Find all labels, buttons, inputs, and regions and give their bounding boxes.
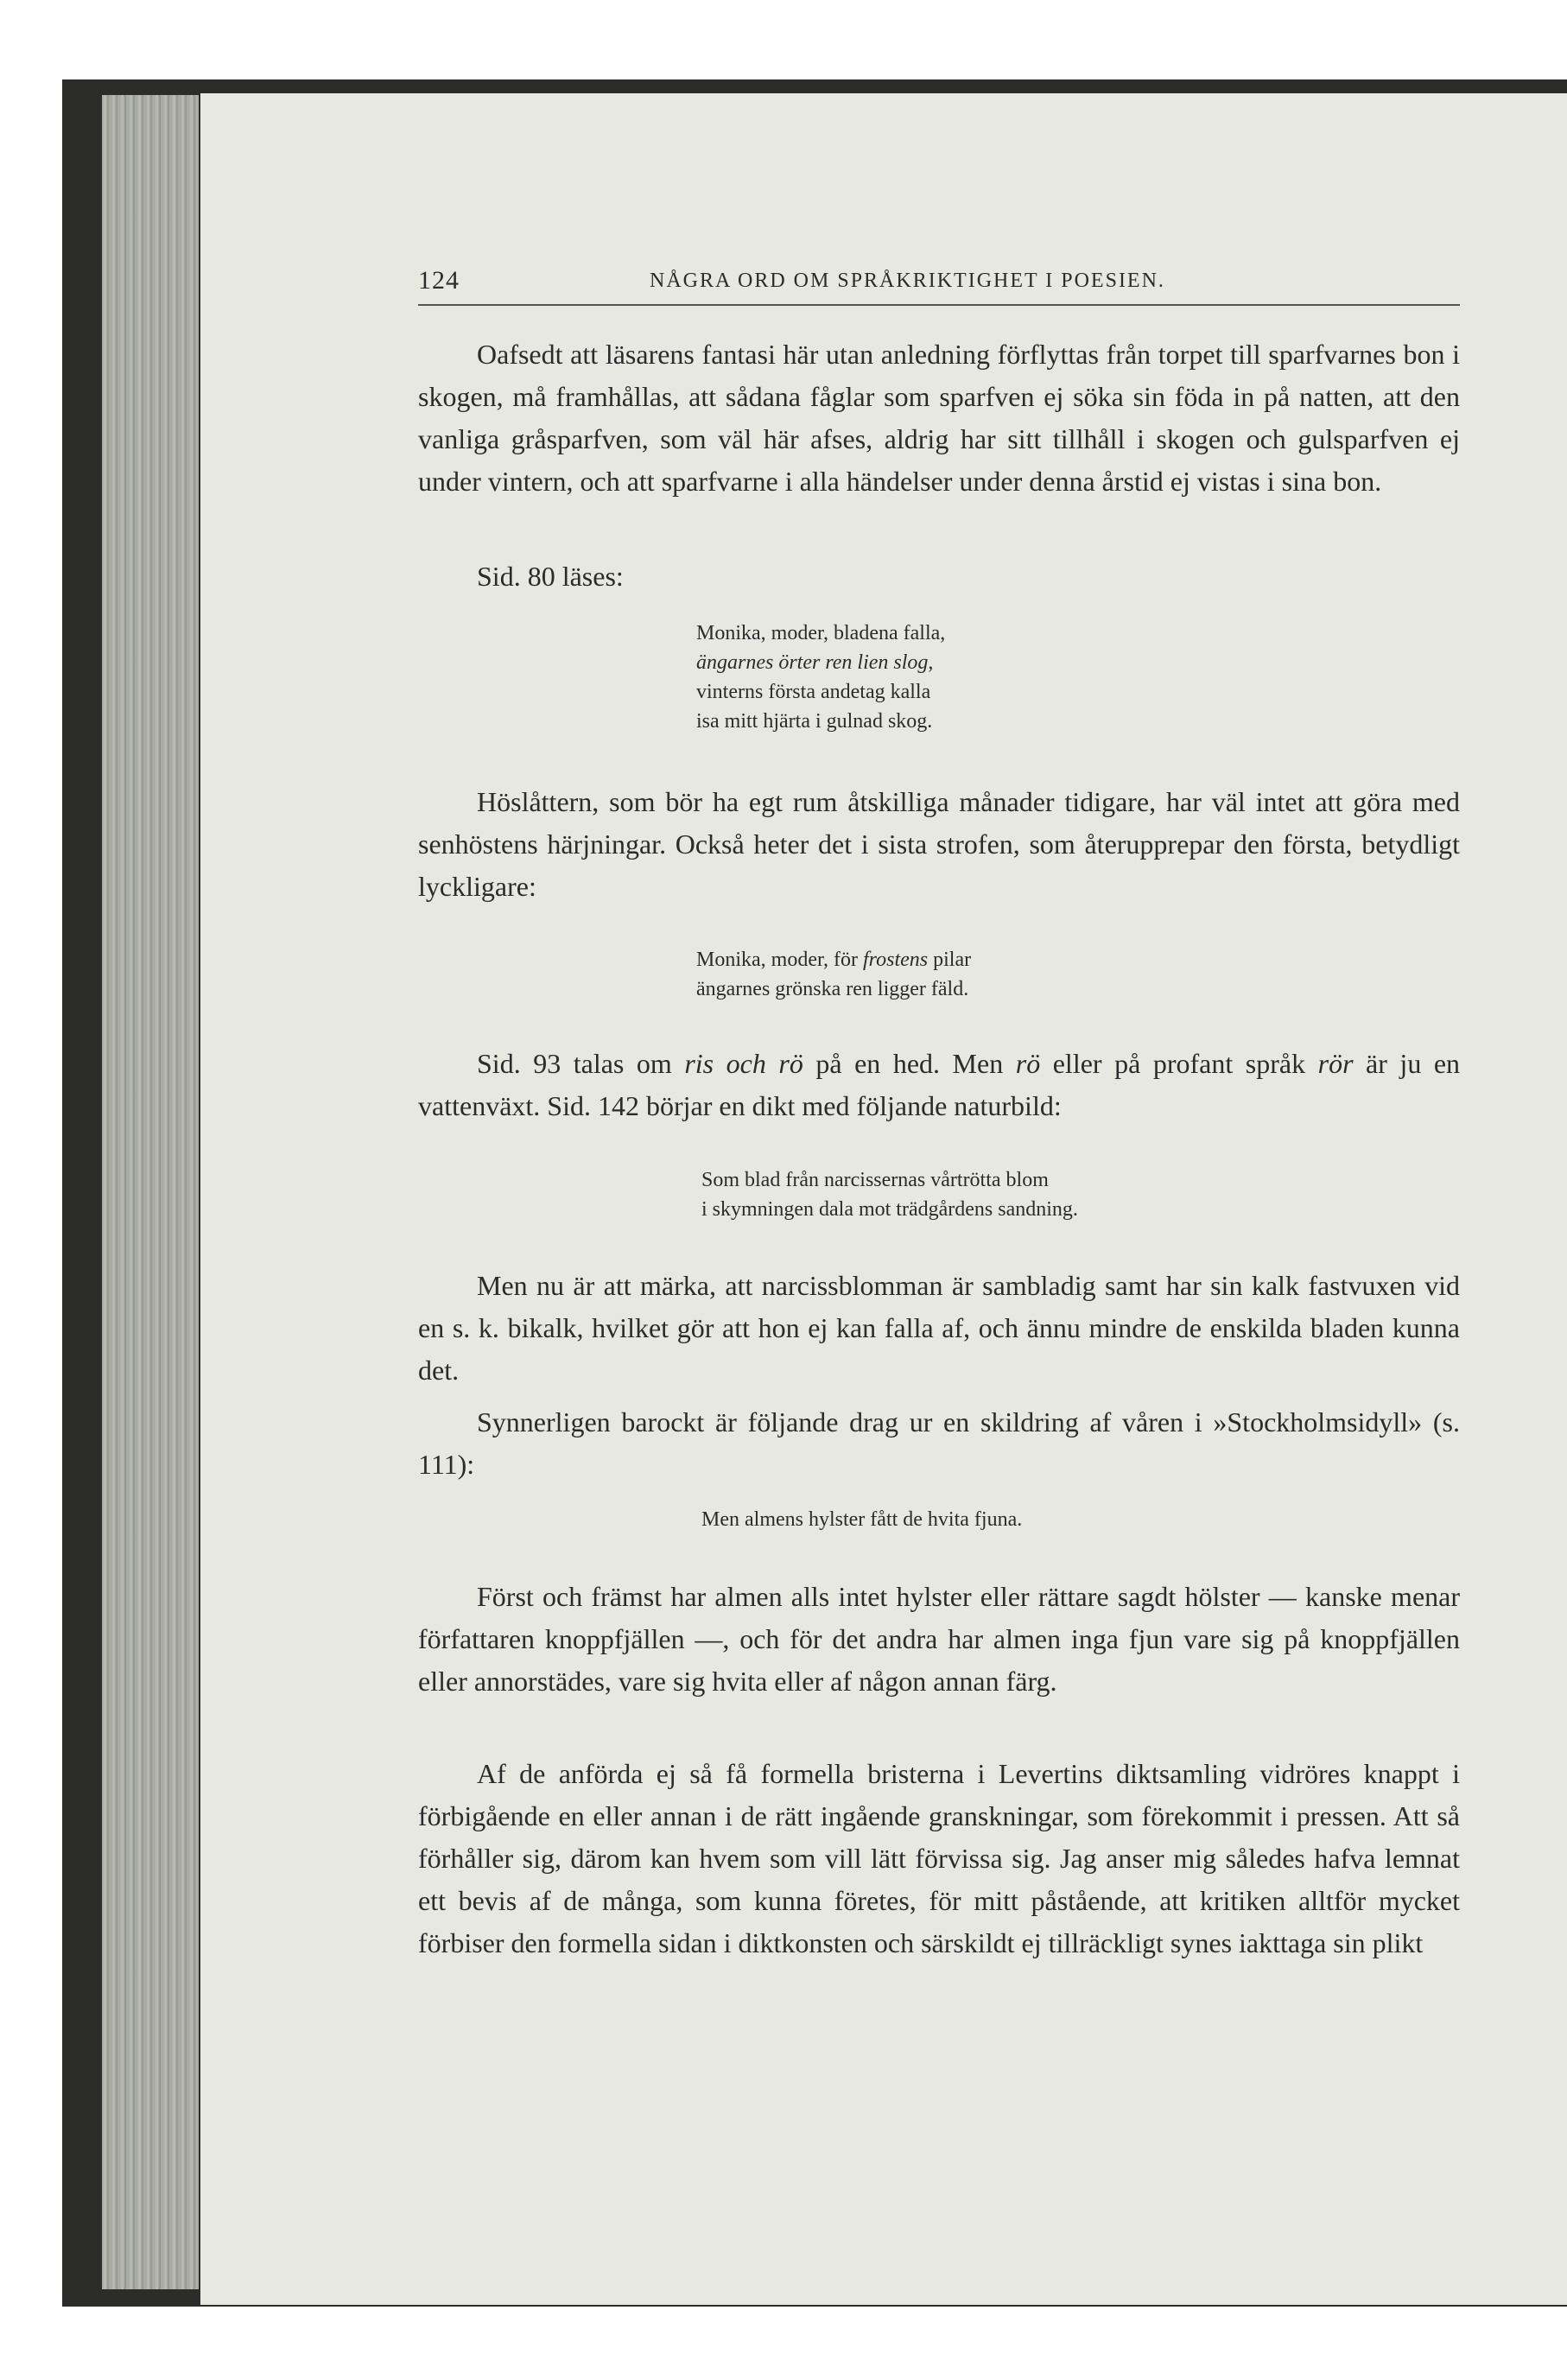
page-edges [102,95,199,2289]
paragraph-8: Af de anförda ej så få formella bristerna i Levertins diktsamling vidröres knappt i förbigående en eller annan i de rätt ingående granskningar, som förekommit i pressen. Att så förhåller sig, därom kan hvem som vill lätt förvissa sig. Jag anser mig således hafva lemnat ett bevis af de många, som kunna företes, för mitt påstående, att kritiken alltför mycket förbiser den formella sidan i diktkonsten och särskildt ej tillräckligt synes iakttaga sin plikt [418,1758,1460,1958]
text-run: är ju en vattenväxt. Sid. 142 börjar en dikt med följande naturbild: [418,1048,1461,1121]
verse-line: ängarnes örter ren lien slog, [696,651,934,674]
text-run-italic: rö [1015,1048,1041,1079]
paragraph-3: Höslåttern, som bör ha egt rum åtskilliga månader tidigare, har väl intet att göra med senhöstens härjningar. Också heter det i sista strofen, som återupprepar den första, betydligt lyckligare: [418,786,1460,902]
text-run: på en hed. Men [803,1048,1016,1079]
page-number: 124 [418,266,460,295]
paragraph-7: Först och främst har almen alls intet hylster eller rättare sagdt hölster — kanske menar författaren knoppfjällen —, och för det andra har almen inga fjun vare sig på knoppfjällen eller annorstädes, vare sig hvita eller af någon annan färg. [418,1581,1460,1697]
verse-text: Monika, moder, för [696,949,863,971]
verse-line: isa mitt hjärta i gulnad skog. [696,710,933,733]
paragraph-1: Oafsedt att läsarens fantasi här utan anledning förflyttas från torpet till sparfvarnes bon i skogen, må framhållas, att sådana fåglar som sparfven ej söka sin föda in på natten, att den vanliga gråsparfven, som väl här afses, aldrig har sitt tillhåll i skogen och gulsparfven ej under vintern, och att sparfvarne i alla händelser under denna årstid ej vistas i sina bon. [418,339,1460,497]
verse-quote-1 [696,619,945,736]
text-run-italic: ris och rö [684,1048,803,1079]
verse-line: Som blad från narcissernas vårtrötta blom [701,1169,1049,1191]
paragraph-4 [418,1043,1460,1127]
verse-line: Men almens hylster fått de hvita fjuna. [701,1508,1023,1531]
verse-line: vinterns första andetag kalla [696,681,931,703]
verse-quote-4 [701,1505,1022,1534]
verse-line: ängarnes grönska ren ligger fäld. [696,978,969,1000]
verse-line: Monika, moder, bladena falla, [696,622,946,644]
verse-line: i skymningen dala mot trädgårdens sandning. [701,1198,1078,1221]
paragraph-2: Sid. 80 läses: [477,561,624,592]
text-run: Sid. 93 talas om [477,1048,685,1079]
verse-line [696,945,971,974]
paragraph-5: Men nu är att märka, att narcissblomman är sambladig samt har sin kalk fastvuxen vid en s. k. bikalk, hvilket gör att hon ej kan falla af, och ännu mindre de enskilda bladen kunna det. [418,1270,1460,1386]
paragraph-6: Synnerligen barockt är följande drag ur en skildring af våren i »Stockholmsidyll» (s. 111): [418,1406,1460,1480]
text-run: eller på profant språk [1040,1048,1318,1079]
text-run-italic: rör [1317,1048,1354,1079]
verse-quote-3 [701,1165,1078,1224]
verse-text: pilar [928,949,972,971]
page-header [418,264,1460,306]
verse-quote-2 [696,945,971,1004]
verse-text-italic: frostens [863,949,929,971]
running-head: NÅGRA ORD OM SPRÅKRIKTIGHET I POESIEN. [650,270,1165,292]
